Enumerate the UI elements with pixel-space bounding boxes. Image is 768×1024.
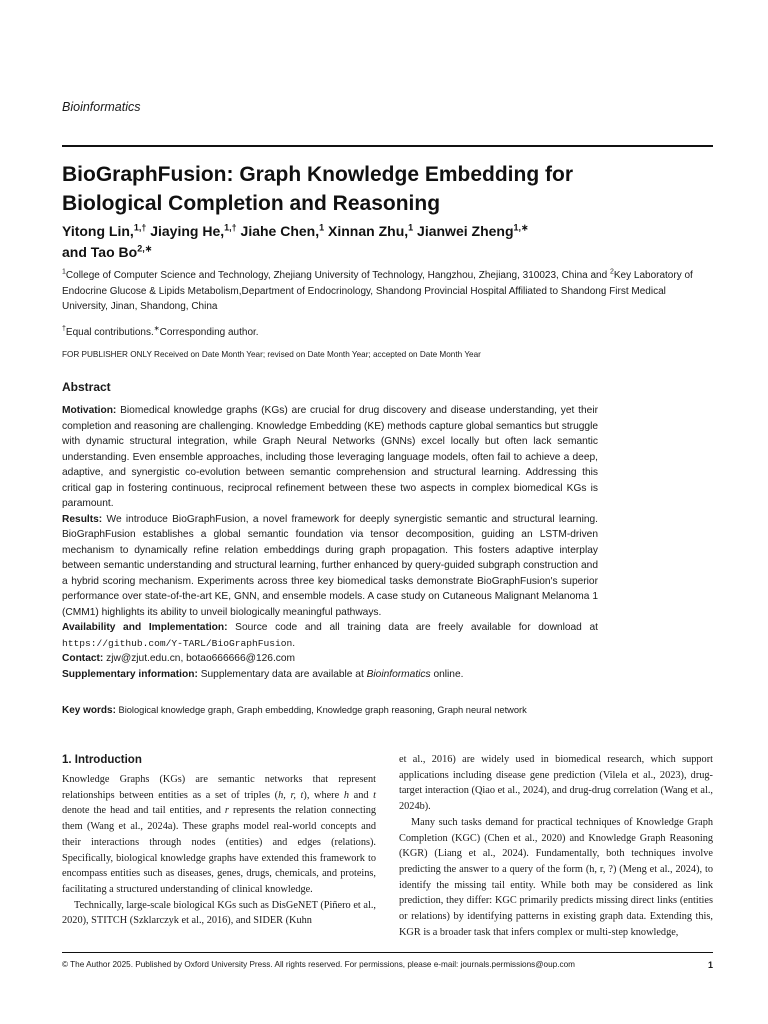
abstract-heading: Abstract <box>62 380 111 394</box>
title-line: BioGraphFusion: Graph Knowledge Embedding for <box>62 163 573 186</box>
column-right <box>399 752 713 940</box>
title-line: Biological Completion and Reasoning <box>62 192 441 215</box>
equal-contribution-note: †Equal contributions.∗Corresponding author. <box>62 325 259 338</box>
header-rule <box>62 145 713 147</box>
affiliations: $^1$College of Computer Science and Technology, Zhejiang University of Technology, Hangzhou, Zhejiang, 310023, China and $^2$Key Laboratory of Endocrine Glucose & Lipids Metabolism,Department of Endocrinology, Shandong Provincial Hospital Affiliated to Shandong First Medical University, Jinan, Shandong, China <box>62 268 693 312</box>
author-list: Yitong Lin,$^{1,\dagger}$ Jiaying He,$^{1,\dagger}$ Jiahe Chen,$^1$ Xinnan Zhu,$^1$ Jianwei Zheng$^{1,∗}$ and Tao $Bo^{2,∗}$ <box>62 222 529 260</box>
journal-name: Bioinformatics <box>62 100 141 114</box>
page-number: 1 <box>707 960 713 970</box>
publisher-dates: FOR PUBLISHER ONLY Received on Date Month Year; revised on Date Month Year; accepted on Date Month Year <box>62 350 481 359</box>
section-heading-introduction: 1. Introduction <box>62 754 142 766</box>
abstract-body: Motivation: Biomedical knowledge graphs (KGs) are crucial for drug discovery and disease understanding, yet their completion and reasoning are challenging. Knowledge Embedding (KE) methods capture global semantics but struggle with dynamic structural integration, while Graph Neural Networks (GNNs) excel locally but often lack semantic understanding. Even ensemble approaches, including those leveraging language models, often fail to achieve a deep, adaptive, and synergistic co-evolution between semantic comprehension and structural learning. Addressing this critical gap in fostering continuous, reciprocal refinement between these two aspects in complex biomedical KGs is paramount. Results: We introduce BioGraphFusion, a novel framework for deeply synergistic semantic and structural learning. BioGraphFusion establishes a global semantic foundation via tensor decomposition, guiding an LSTM-driven mechanism to dynamically refine relation embeddings during graph propagation. This fosters adaptive interplay between semantic understanding and structural learning, further enhanced by query-guided subgraph construction and a hybrid scoring mechanism. Experiments across three key biomedical tasks demonstrate BioGraphFusion's superior performance over state-of-the-art KE, GNN, and ensemble models. A case study on Cutaneous Malignant Melanoma 1 (CMM1) highlights its ability to unveil biologically meaningful pathways. Availability and Implementation: Source code and all training data are freely available for download at https://github.com/Y-TARL/BioGraphFusion. Contact: zjw@zjut.edu.cn, botao666666@126.com Supplementary information: Supplementary data are available at Bioinformatics online. <box>62 405 599 680</box>
intro-text-right: et al., 2016) are widely used in biomedical research, which support applications including disease gene prediction (Vilela et al., 2023), drug-target interaction (Qiao et al., 2024), and drug-drug correlation (Wang et al., 2024b). Many such tasks demand for practical techniques of Knowledge Graph Completion (KGC) (Chen et al., 2020) and Knowledge Graph Reasoning (KGR) (Liang et al., 2024). Fundamentally, both techniques involve predicting the answer to a query of the form (h, r, ?) (Meng et al., 2024), to identify the missing tail entity. While both may be considered as link prediction, they differ: KGC primarily predicts missing direct links (entities or relations) by identifying patterns in existing graph data. Extending this, KGR is a broader task that infers complex or multi-step knowledge, <box>399 754 713 938</box>
paper-title <box>62 160 713 218</box>
footer-rule <box>62 952 713 953</box>
keywords: Key words: Biological knowledge graph, Graph embedding, Knowledge graph reasoning, Graph neural network <box>62 705 527 716</box>
copyright-footer: © The Author 2025. Published by Oxford University Press. All rights reserved. For permissions, please e-mail: journals.permissions@oup.com <box>62 960 575 969</box>
column-left <box>62 752 376 929</box>
intro-text-left: Knowledge Graphs (KGs) are semantic networks that represent relationships between entities as a set of triples (h, r, t), where h and t denote the head and tail entities, and r represents the relation connecting them (Wang et al., 2024a). These graphs model real-world concepts and their interactions through nodes (entities) and edges (relations). Specifically, biological knowledge graphs have extended this framework to encompass entities such as diseases, genes, drugs, chemicals, and proteins, facilitating a structured understanding of clinical knowledge. Technically, large-scale biological KGs such as DisGeNET (Piñero et al., 2020), STITCH (Szklarczyk et al., 2016), and SIDER (Kuhn <box>62 774 376 927</box>
